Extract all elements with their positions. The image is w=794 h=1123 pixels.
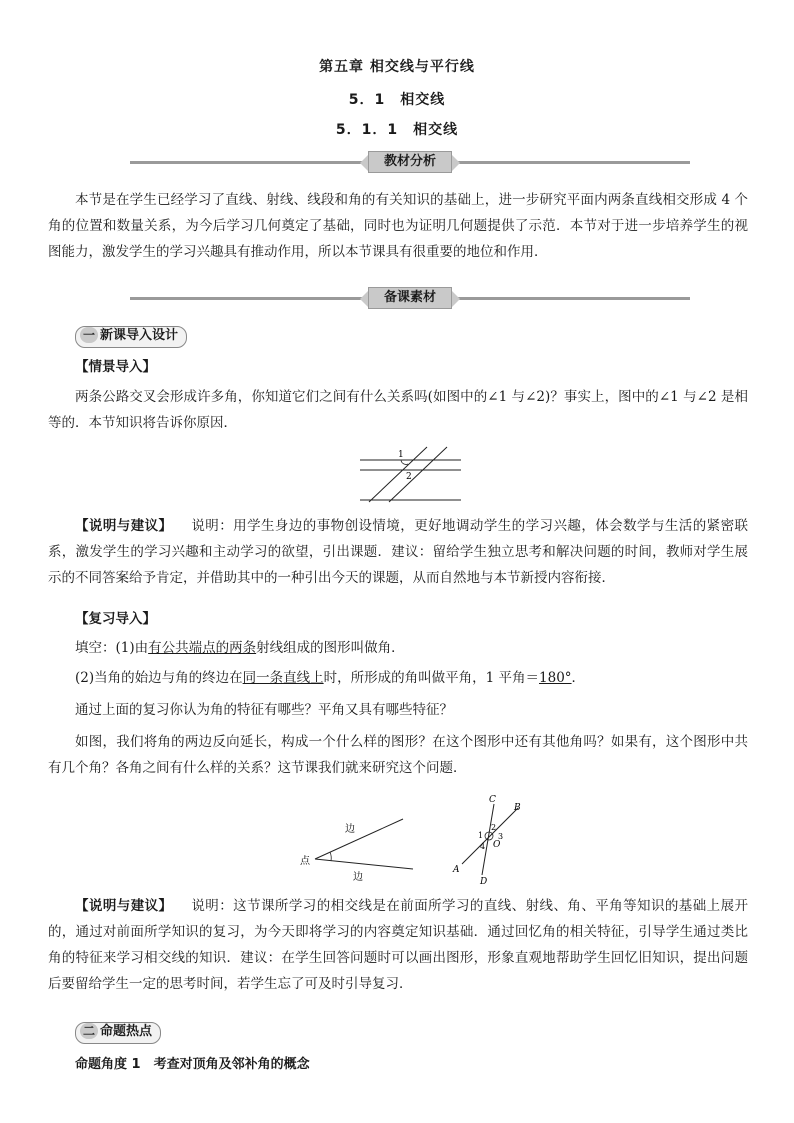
intersecting-lines-figure: [448, 790, 538, 888]
crossing-roads-figure: [355, 445, 465, 505]
section-title: 5．1 相交线: [348, 92, 446, 108]
fill-text: 填空：(1)由: [75, 640, 149, 656]
fill-text: (2)当角的始边与角的终边在: [75, 670, 243, 686]
note-two-paragraph: [48, 893, 748, 997]
note-heading: 【说明与建议】: [75, 518, 173, 534]
fill-question-2: [48, 665, 748, 691]
point-label: B: [514, 803, 521, 813]
fill-question-1: [48, 635, 748, 661]
note-text: 说明：用学生身边的事物创设情境，更好地调动学生的学习兴趣，体会数学与生活的紧密联系，激发学生的学习兴趣和主动学习的欲望，引出课题．建议：留给学生独立思考和解决问题的时间，教师对学生展示的不同答案给予肯定，并借助其中的一种引出今天的课题，从而自然地与本节新授内容衔接．: [48, 518, 749, 586]
vertex-label: 点: [300, 856, 310, 867]
review-heading: 【复习导入】: [75, 611, 156, 627]
fill-answer: 同一条直线上: [242, 670, 324, 686]
fill-text: 射线组成的图形叫做角．: [256, 640, 405, 656]
note-one-paragraph: [48, 513, 748, 591]
point-label: A: [453, 865, 460, 875]
angle-label: 3: [498, 832, 504, 841]
chapter-title: 第五章 相交线与平行线: [319, 59, 475, 75]
point-label: D: [480, 877, 488, 887]
angle-figure: [295, 812, 420, 882]
part-label: 新课导入设计: [100, 328, 179, 343]
subsection-title: 5．1．1 相交线: [335, 122, 459, 138]
part-label: 命题热点: [100, 1024, 153, 1039]
section-label: 备课素材: [368, 287, 452, 309]
angle-label: 1: [398, 450, 404, 460]
scene-heading: 【情景导入】: [75, 359, 156, 375]
part-two-heading: [75, 1022, 161, 1044]
note-text: 说明：这节课所学习的相交线是在前面所学习的直线、射线、角、平角等知识的基础上展开的，通过对前面所学知识的复习，为今天即将学习的内容奠定知识基础．通过回忆角的相关特征，引导学生通过类比角的特征来学习相交线的知识．建议：在学生回答问题时可以画出图形，形象直观地帮助学生回忆旧知识，提出问题后要留给学生一定的思考时间，若学生忘了可及时引导复习．: [48, 898, 749, 992]
angle-label: 4: [480, 842, 486, 851]
section-header-material: [130, 287, 690, 309]
angle-label: 1: [478, 831, 484, 840]
review-question-1: 通过上面的复习你认为角的特征有哪些？平角又具有哪些特征？: [75, 702, 453, 718]
section-label: 教材分析: [368, 151, 452, 173]
proposition-angle-1: 命题角度 1 考查对顶角及邻补角的概念: [75, 1057, 310, 1072]
part-one-heading: [75, 326, 187, 348]
section-header-analysis: [130, 151, 690, 173]
note-heading: 【说明与建议】: [75, 898, 173, 914]
part-number: 二: [80, 1023, 98, 1039]
angle-label: 2: [406, 472, 412, 482]
point-label: C: [489, 795, 496, 805]
fill-text: 时，所形成的角叫做平角，1 平角＝: [323, 670, 540, 686]
fill-text: ．: [571, 670, 586, 686]
scene-paragraph: 两条公路交叉会形成许多角，你知道它们之间有什么关系吗(如图中的∠1 与∠2)？事实上，图中的∠1 与∠2 是相等的．本节知识将告诉你原因．: [48, 389, 748, 431]
angle-label: 2: [491, 823, 497, 832]
fill-answer: 有公共端点的两条: [148, 640, 257, 656]
review-question-2: 如图，我们将角的两边反向延长，构成一个什么样的图形？在这个图形中还有其他角吗？如果有，这个图形中共有几个角？各角之间有什么样的关系？这节课我们就来研究这个问题．: [48, 734, 748, 776]
fill-answer: 180°: [539, 670, 572, 686]
edge-label: 边: [353, 872, 363, 882]
point-label: O: [493, 840, 501, 850]
edge-label: 边: [345, 824, 355, 835]
part-number: 一: [80, 327, 98, 343]
analysis-paragraph: 本节是在学生已经学习了直线、射线、线段和角的有关知识的基础上，进一步研究平面内两条直线相交形成 4 个角的位置和数量关系，为今后学习几何奠定了基础，同时也为证明几何题提供了示范．本节对于进一步培养学生的视图能力，激发学生的学习兴趣具有推动作用，所以本节课具有很重要的地位和作用．: [48, 192, 748, 260]
